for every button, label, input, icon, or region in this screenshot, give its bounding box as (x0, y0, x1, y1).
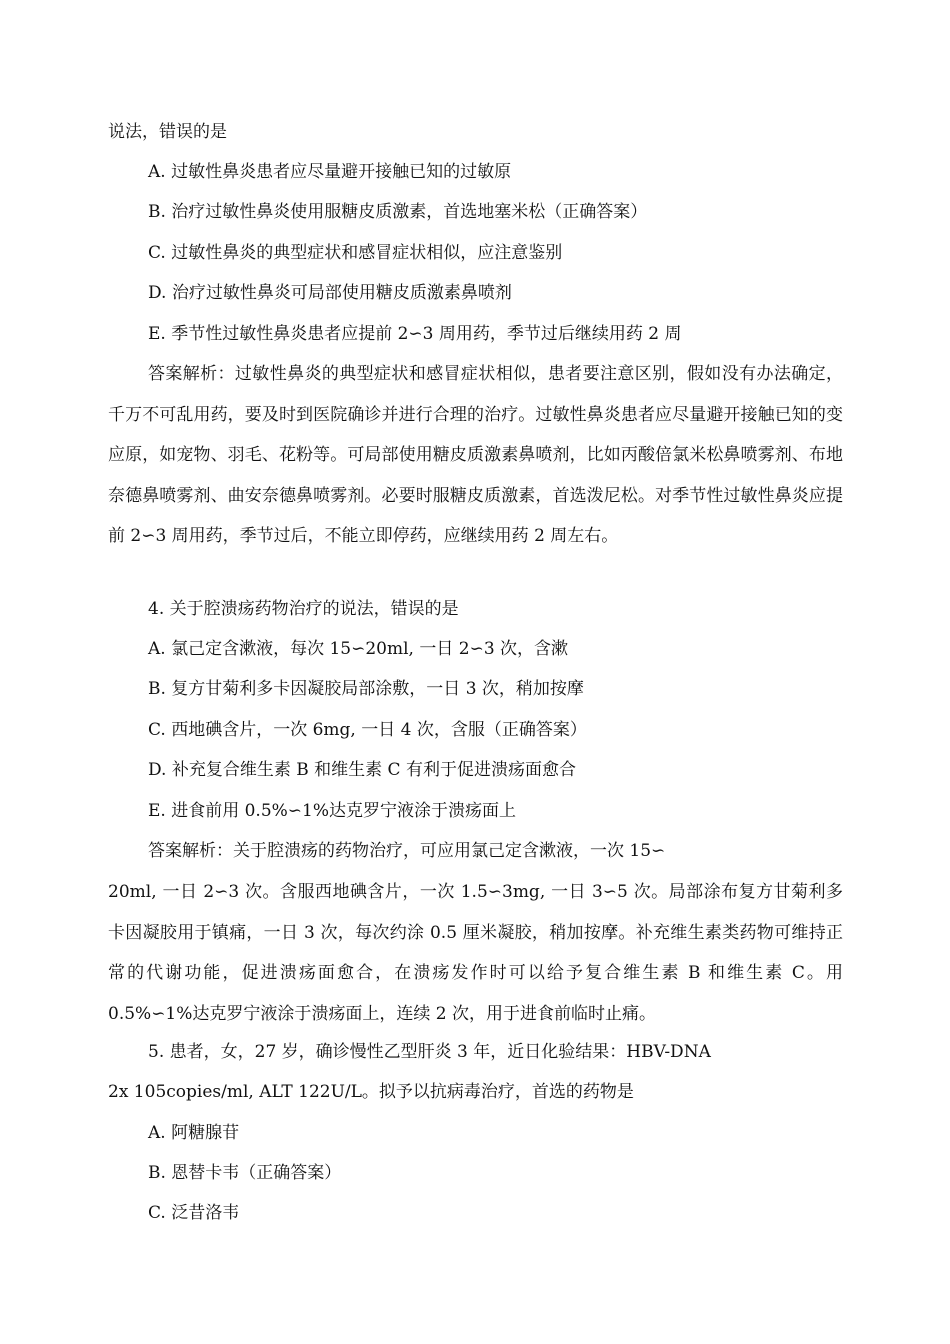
question-5-stem-second-line: 2x 105copies/ml, ALT 122U/L。拟予以抗病毒治疗，首选的药物是 (108, 1082, 634, 1102)
question-3-answer-explanation: 答案解析：过敏性鼻炎的典型症状和感冒症状相似，患者要注意区别，假如没有办法确定，千万不可乱用药，要及时到医院确诊并进行合理的治疗。过敏性鼻炎患者应尽量避开接触已知的变应原，如宠物、羽毛、花粉等。可局部使用糖皮质激素鼻喷剂，比如丙酸倍氯米松鼻喷雾剂、布地奈德鼻喷雾剂、曲安奈德鼻喷雾剂。必要时服糖皮质激素，首选泼尼松。对季节性过敏性鼻炎应提前 2∽3 周用药，季节过后，不能立即停药，应继续用药 2 周左右。 (108, 364, 843, 547)
question-4-option-a: A. 氯己定含漱液，每次 15∽20ml, 一日 2∽3 次，含漱 (148, 639, 569, 659)
question-5-option-c: C. 泛昔洛韦 (148, 1203, 240, 1223)
question-4-option-d: D. 补充复合维生素 B 和维生素 C 有利于促进溃疡面愈合 (148, 760, 576, 780)
question-4-option-b: B. 复方甘菊利多卡因凝胶局部涂敷，一日 3 次，稍加按摩 (148, 679, 584, 699)
question-3-option-a: A. 过敏性鼻炎患者应尽量避开接触已知的过敏原 (148, 162, 512, 182)
question-3-stem-tail: 说法，错误的是 (108, 122, 227, 142)
question-5-stem-first-line: 5. 患者，女，27 岁，确诊慢性乙型肝炎 3 年，近日化验结果：HBV-DNA (148, 1042, 711, 1062)
question-4-stem: 4. 关于腔溃疡药物治疗的说法，错误的是 (148, 599, 459, 619)
question-3-option-d: D. 治疗过敏性鼻炎可局部使用糖皮质激素鼻喷剂 (148, 283, 512, 303)
question-3-option-b: B. 治疗过敏性鼻炎使用服糖皮质激素，首选地塞米松（正确答案） (148, 202, 648, 222)
question-4-answer-explanation-first-line: 答案解析：关于腔溃疡的药物治疗，可应用氯己定含漱液，一次 15∽ (148, 841, 666, 861)
question-5-option-b: B. 恩替卡韦（正确答案） (148, 1163, 342, 1183)
question-4-option-e: E. 进食前用 0.5%∽1%达克罗宁液涂于溃疡面上 (148, 801, 517, 821)
question-3-option-c: C. 过敏性鼻炎的典型症状和感冒症状相似，应注意鉴别 (148, 243, 563, 263)
question-4-option-c: C. 西地碘含片，一次 6mg, 一日 4 次，含服（正确答案） (148, 720, 587, 740)
question-5-option-a: A. 阿糖腺苷 (148, 1123, 240, 1143)
question-3-option-e: E. 季节性过敏性鼻炎患者应提前 2∽3 周用药，季节过后继续用药 2 周 (148, 324, 682, 344)
question-4-answer-explanation-body: 20ml, 一日 2∽3 次。含服西地碘含片，一次 1.5∽3mg, 一日 3∽5 次。局部涂布复方甘菊利多卡因凝胶用于镇痛，一日 3 次，每次约涂 0.5 厘米凝胶，稍加按摩。补充维生素类药物可维持正常的代谢功能，促进溃疡面愈合，在溃疡发作时可以给予复合维生素 B 和维生素 C。用 0.5%∽1%达克罗宁液涂于溃疡面上，连续 2 次，用于进食前临时止痛。 (108, 882, 843, 1024)
